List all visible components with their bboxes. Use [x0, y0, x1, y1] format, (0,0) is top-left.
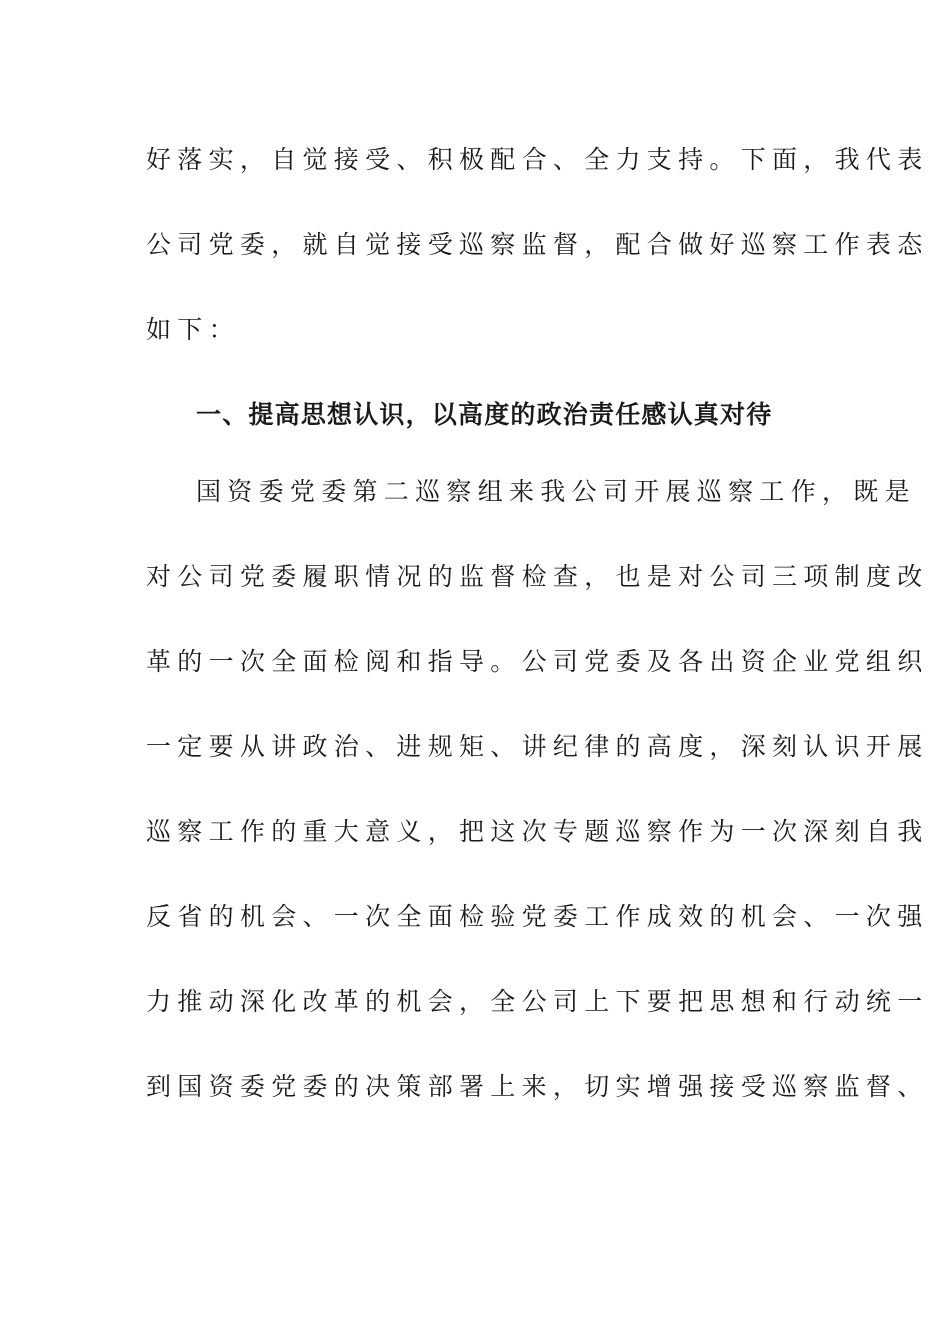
paragraph-line-3: 如下：	[146, 315, 240, 344]
paragraph-line-6: 革的一次全面检阅和指导。公司党委及各出资企业党组织	[146, 647, 929, 676]
paragraph-line-2: 公司党委，就自觉接受巡察监督，配合做好巡察工作表态	[146, 230, 929, 259]
paragraph-line-11: 到国资委党委的决策部署上来，切实增强接受巡察监督、	[146, 1072, 929, 1101]
paragraph-line-5: 对公司党委履职情况的监督检查，也是对公司三项制度改	[146, 562, 929, 591]
paragraph-line-8: 巡察工作的重大意义，把这次专题巡察作为一次深刻自我	[146, 817, 929, 846]
paragraph-line-7: 一定要从讲政治、进规矩、讲纪律的高度，深刻认识开展	[146, 732, 929, 761]
paragraph-line-4: 国资委党委第二巡察组来我公司开展巡察工作，既是	[196, 477, 916, 506]
paragraph-line-1: 好落实，自觉接受、积极配合、全力支持。下面，我代表	[146, 145, 929, 174]
section-heading: 一、提高思想认识，以高度的政治责任感认真对待	[196, 400, 773, 429]
paragraph-line-9: 反省的机会、一次全面检验党委工作成效的机会、一次强	[146, 902, 929, 931]
paragraph-line-10: 力推动深化改革的机会，全公司上下要把思想和行动统一	[146, 987, 929, 1016]
